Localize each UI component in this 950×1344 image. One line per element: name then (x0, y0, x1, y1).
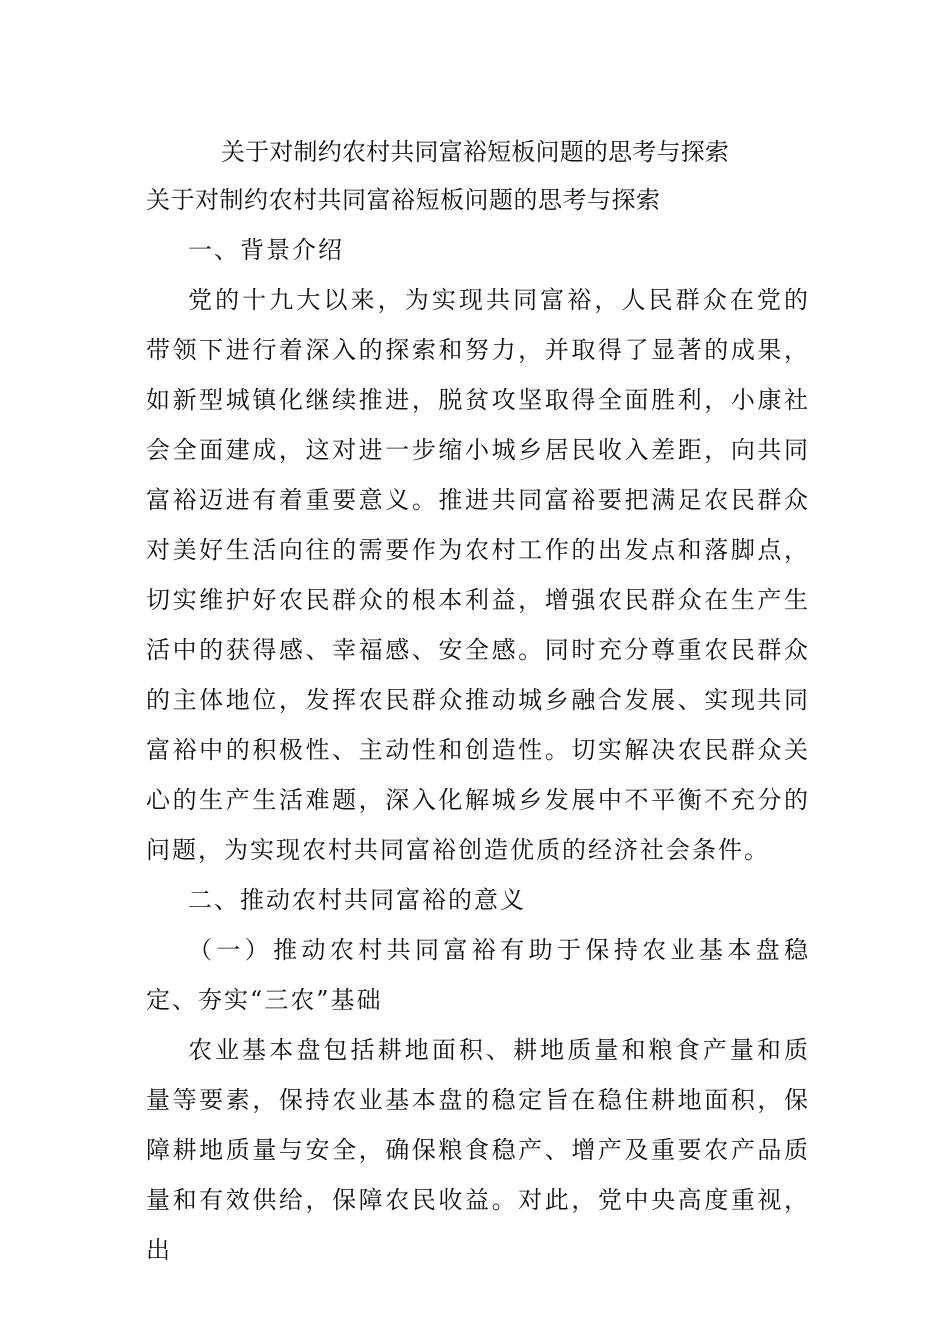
paragraph-agriculture-base: 农业基本盘包括耕地面积、耕地质量和粮食产量和质量等要素，保持农业基本盘的稳定旨在稳住耕地面积，保障耕地质量与安全，确保粮食稳产、增产及重要农产品质量和有效供给，保障农民收益。对此，党中央高度重视，出 (146, 1036, 810, 1264)
document-body (146, 175, 810, 1275)
section-heading-background: 一、背景介绍 (188, 236, 344, 264)
subsection-heading-1: （一）推动农村共同富裕有助于保持农业基本盘稳定、夯实“三农”基础 (146, 936, 810, 1014)
document-subtitle: 关于对制约农村共同富裕短板问题的思考与探索 (146, 186, 661, 214)
section-heading-significance: 二、推动农村共同富裕的意义 (188, 886, 526, 914)
paragraph-background: 党的十九大以来，为实现共同富裕，人民群众在党的带领下进行着深入的探索和努力，并取得了显著的成果，如新型城镇化继续推进，脱贫攻坚取得全面胜利，小康社会全面建成，这对进一步缩小城乡居民收入差距，向共同富裕迈进有着重要意义。推进共同富裕要把满足农民群众对美好生活向往的需要作为农村工作的出发点和落脚点，切实维护好农民群众的根本利益，增强农民群众在生产生活中的获得感、幸福感、安全感。同时充分尊重农民群众的主体地位，发挥农民群众推动城乡融合发展、实现共同富裕中的积极性、主动性和创造性。切实解决农民群众关心的生产生活难题，深入化解城乡发展中不平衡不充分的问题，为实现农村共同富裕创造优质的经济社会条件。 (146, 286, 810, 864)
document-title: 关于对制约农村共同富裕短板问题的思考与探索 (220, 138, 730, 166)
